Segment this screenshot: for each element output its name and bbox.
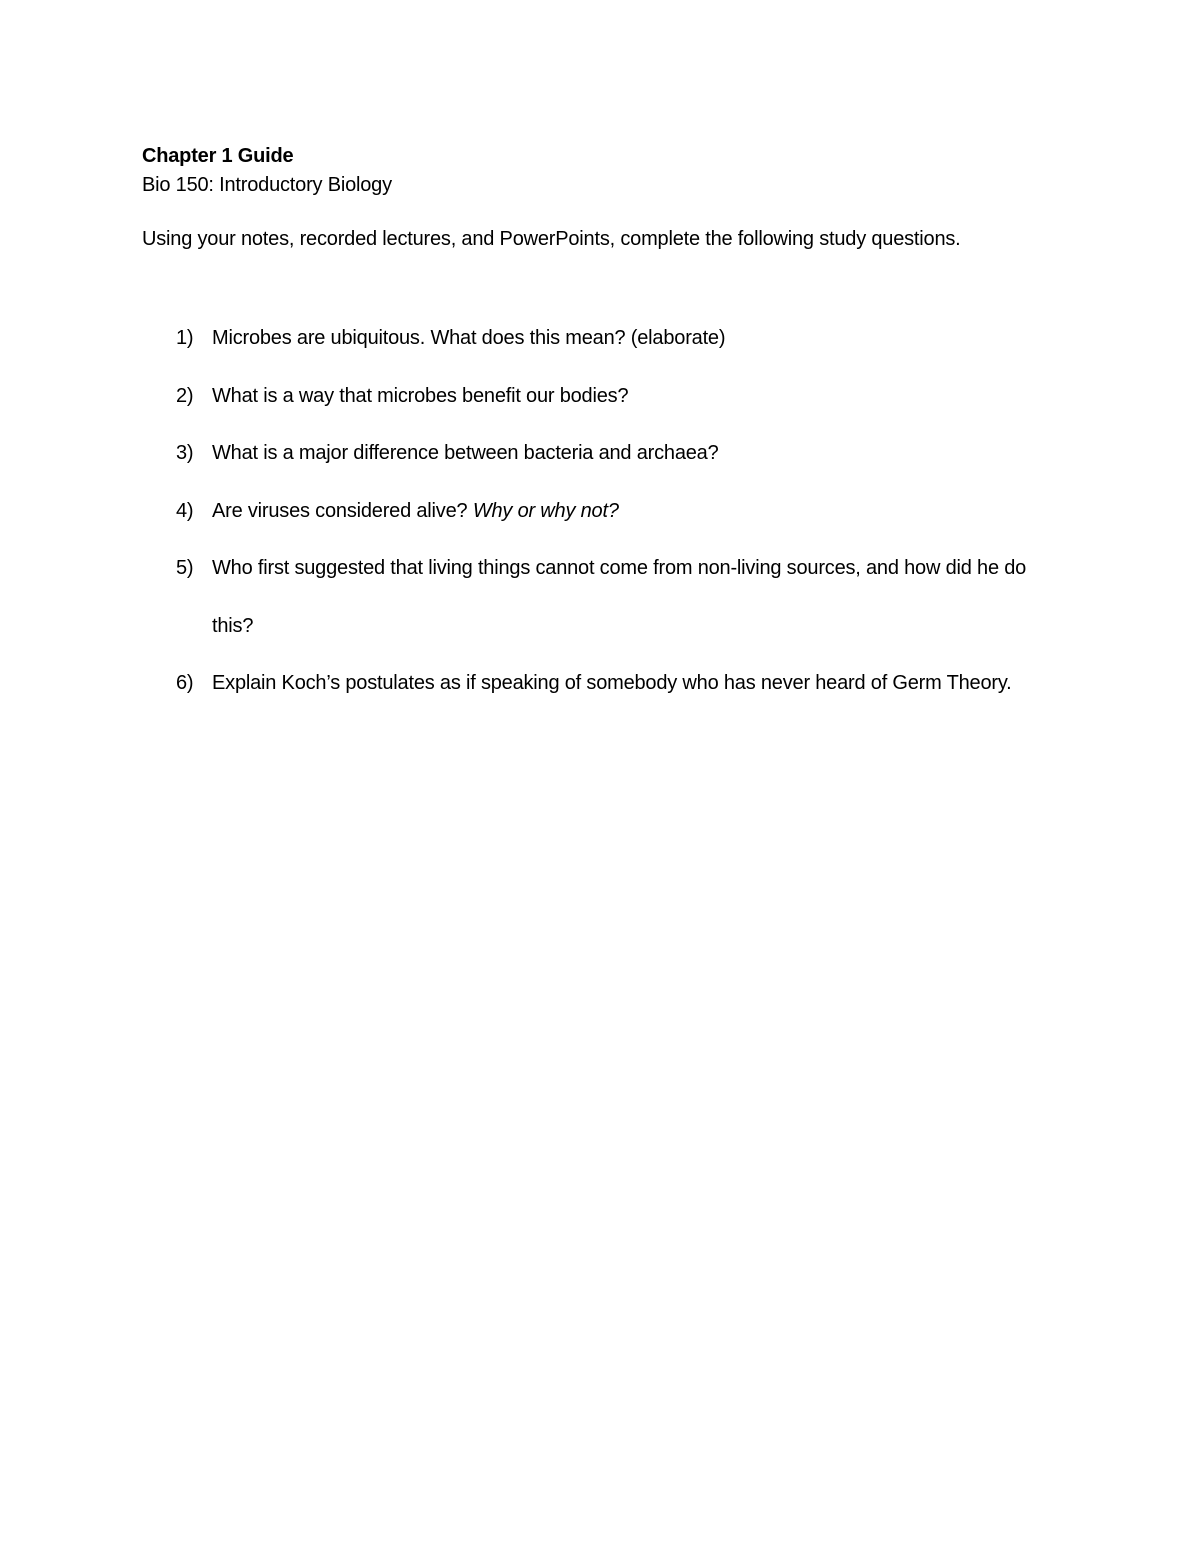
question-item-3	[142, 425, 1072, 483]
document-content	[142, 142, 1072, 713]
question-number: 3)	[176, 442, 194, 464]
question-text: What is a way that microbes benefit our bodies?	[212, 384, 629, 407]
question-text: Microbes are ubiquitous. What does this mean? (elaborate)	[212, 327, 726, 349]
question-italic-text: Why or why not?	[472, 499, 619, 522]
question-text: Who first suggested that living things cannot come from non-living sources, and how did he do this?	[212, 557, 1027, 637]
question-number: 6)	[176, 672, 194, 694]
question-text: What is a major difference between bacteria and archaea?	[212, 442, 719, 464]
document-subtitle: Bio 150: Introductory Biology	[142, 174, 392, 196]
document-title: Chapter 1 Guide	[142, 145, 294, 167]
question-item-1	[142, 310, 1072, 368]
question-item-6	[142, 655, 1072, 713]
question-text: Are viruses considered alive?	[212, 499, 473, 522]
instructions-text: Using your notes, recorded lectures, and PowerPoints, complete the following study questions.	[142, 228, 961, 250]
question-item-4	[142, 483, 1072, 541]
question-item-2	[142, 368, 1072, 426]
question-number: 5)	[176, 557, 194, 579]
question-list	[142, 310, 1072, 713]
question-item-5	[142, 540, 1072, 655]
question-number: 4)	[176, 499, 194, 522]
question-number: 2)	[176, 384, 194, 407]
question-number: 1)	[176, 327, 194, 349]
question-text: Explain Koch’s postulates as if speaking of somebody who has never heard of Germ Theory.	[212, 672, 1012, 694]
